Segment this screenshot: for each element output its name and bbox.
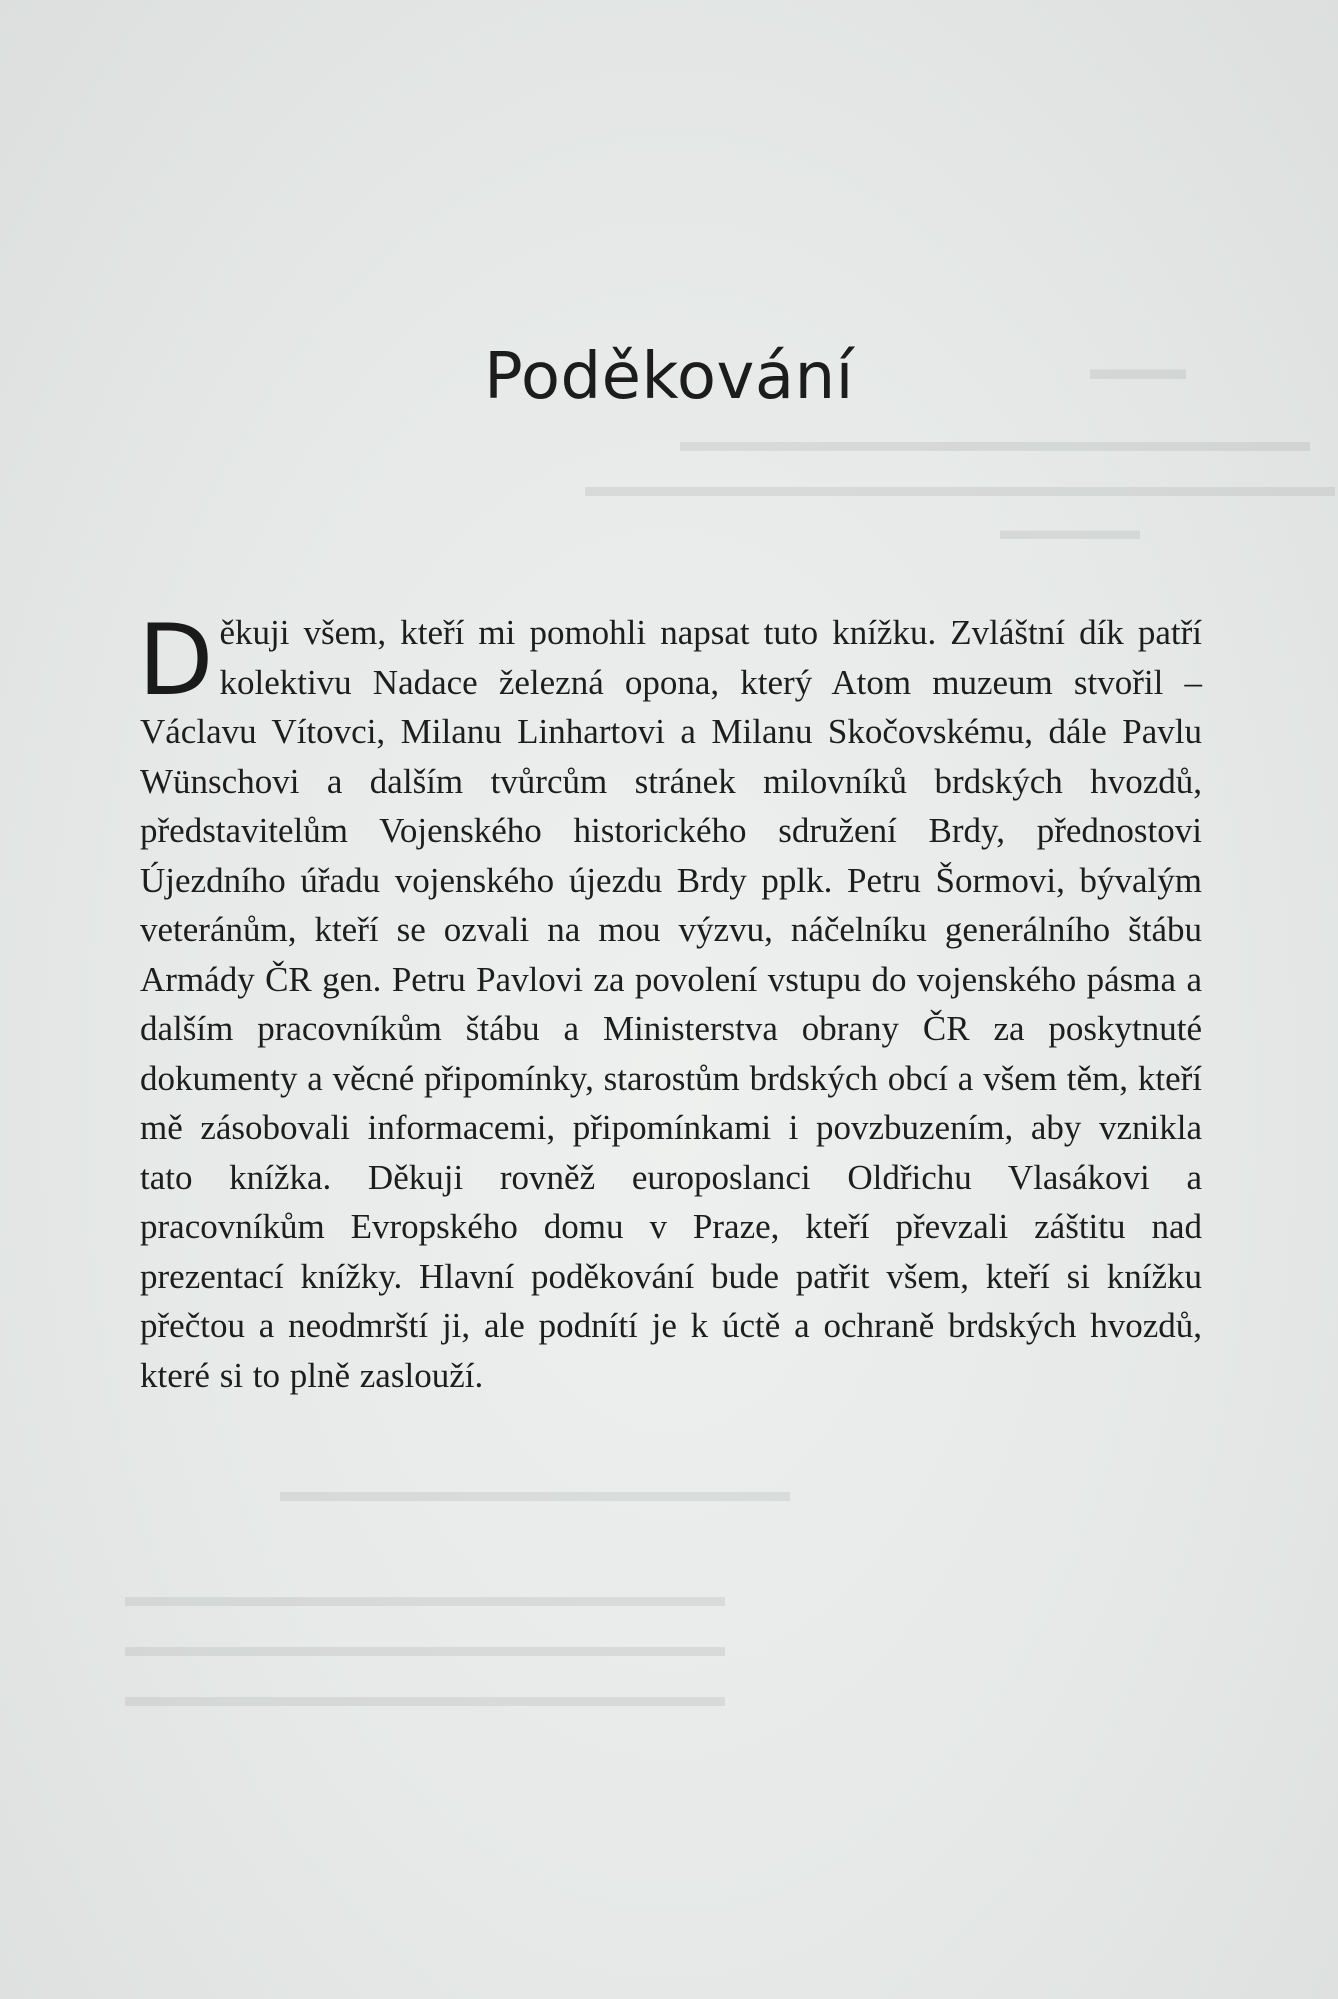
show-through-ghost-text: ▬▬▬▬▬▬▬▬▬▬▬▬▬▬▬▬▬ (280, 1475, 790, 1508)
acknowledgement-paragraph (138, 604, 1202, 1400)
show-through-ghost-text: ▬▬▬ (1090, 350, 1186, 386)
show-through-ghost-text: ▬▬▬▬▬▬▬▬▬▬▬▬▬▬▬▬▬▬▬▬ (125, 1580, 725, 1613)
page-title: Poděkování (484, 340, 854, 414)
show-through-ghost-text: ▬▬▬▬▬ (1000, 515, 1140, 546)
drop-cap: D (138, 604, 214, 718)
show-through-ghost-text: ▬▬▬▬▬▬▬▬▬▬▬▬▬▬▬▬▬▬▬▬▬▬▬▬▬ (585, 470, 1335, 503)
show-through-ghost-text: ▬▬▬▬▬▬▬▬▬▬▬▬▬▬▬▬▬▬▬▬▬ (680, 425, 1310, 458)
show-through-ghost-text: ▬▬▬▬▬▬▬▬▬▬▬▬▬▬▬▬▬▬▬▬ (125, 1680, 725, 1713)
show-through-ghost-text: ▬▬▬▬▬▬▬▬▬▬▬▬▬▬▬▬▬▬▬▬ (125, 1630, 725, 1663)
paragraph-text: ěkuji všem, kteří mi pomohli napsat tuto knížku. Zvláštní dík patří kolektivu Nadace železná opona, který Atom muzeum stvořil – Václavu Vítovci, Milanu Linhartovi a Milanu Skočovskému, dále Pavlu Wünschovi a dalším tvůrcům stránek milovníků brdských hvozdů, představitelům Vojenského historického sdružení Brdy, přednostovi Újezdního úřadu vojenského újezdu Brdy pplk. Petru Šormovi, bývalým veteránům, kteří se ozvali na mou výzvu, náčelníku generálního štábu Armády ČR gen. Petru Pavlovi za povolení vstupu do vojenského pásma a dalším pracovníkům štábu a Ministerstva obrany ČR za poskytnuté dokumenty a věcné připomínky, starostům brdských obcí a všem těm, kteří mě zásobovali informacemi, připomínkami i povzbuzením, aby vznikla tato knížka. Děkuji rovněž europoslanci Oldřichu Vlasákovi a pracovníkům Evropského domu v Praze, kteří převzali záštitu nad prezentací knížky. Hlavní poděkování bude patřit všem, kteří si knížku přečtou a neodmrští ji, ale podnítí je k úctě a ochraně brdských hvozdů, které si to plně zaslouží. (140, 613, 1202, 1395)
